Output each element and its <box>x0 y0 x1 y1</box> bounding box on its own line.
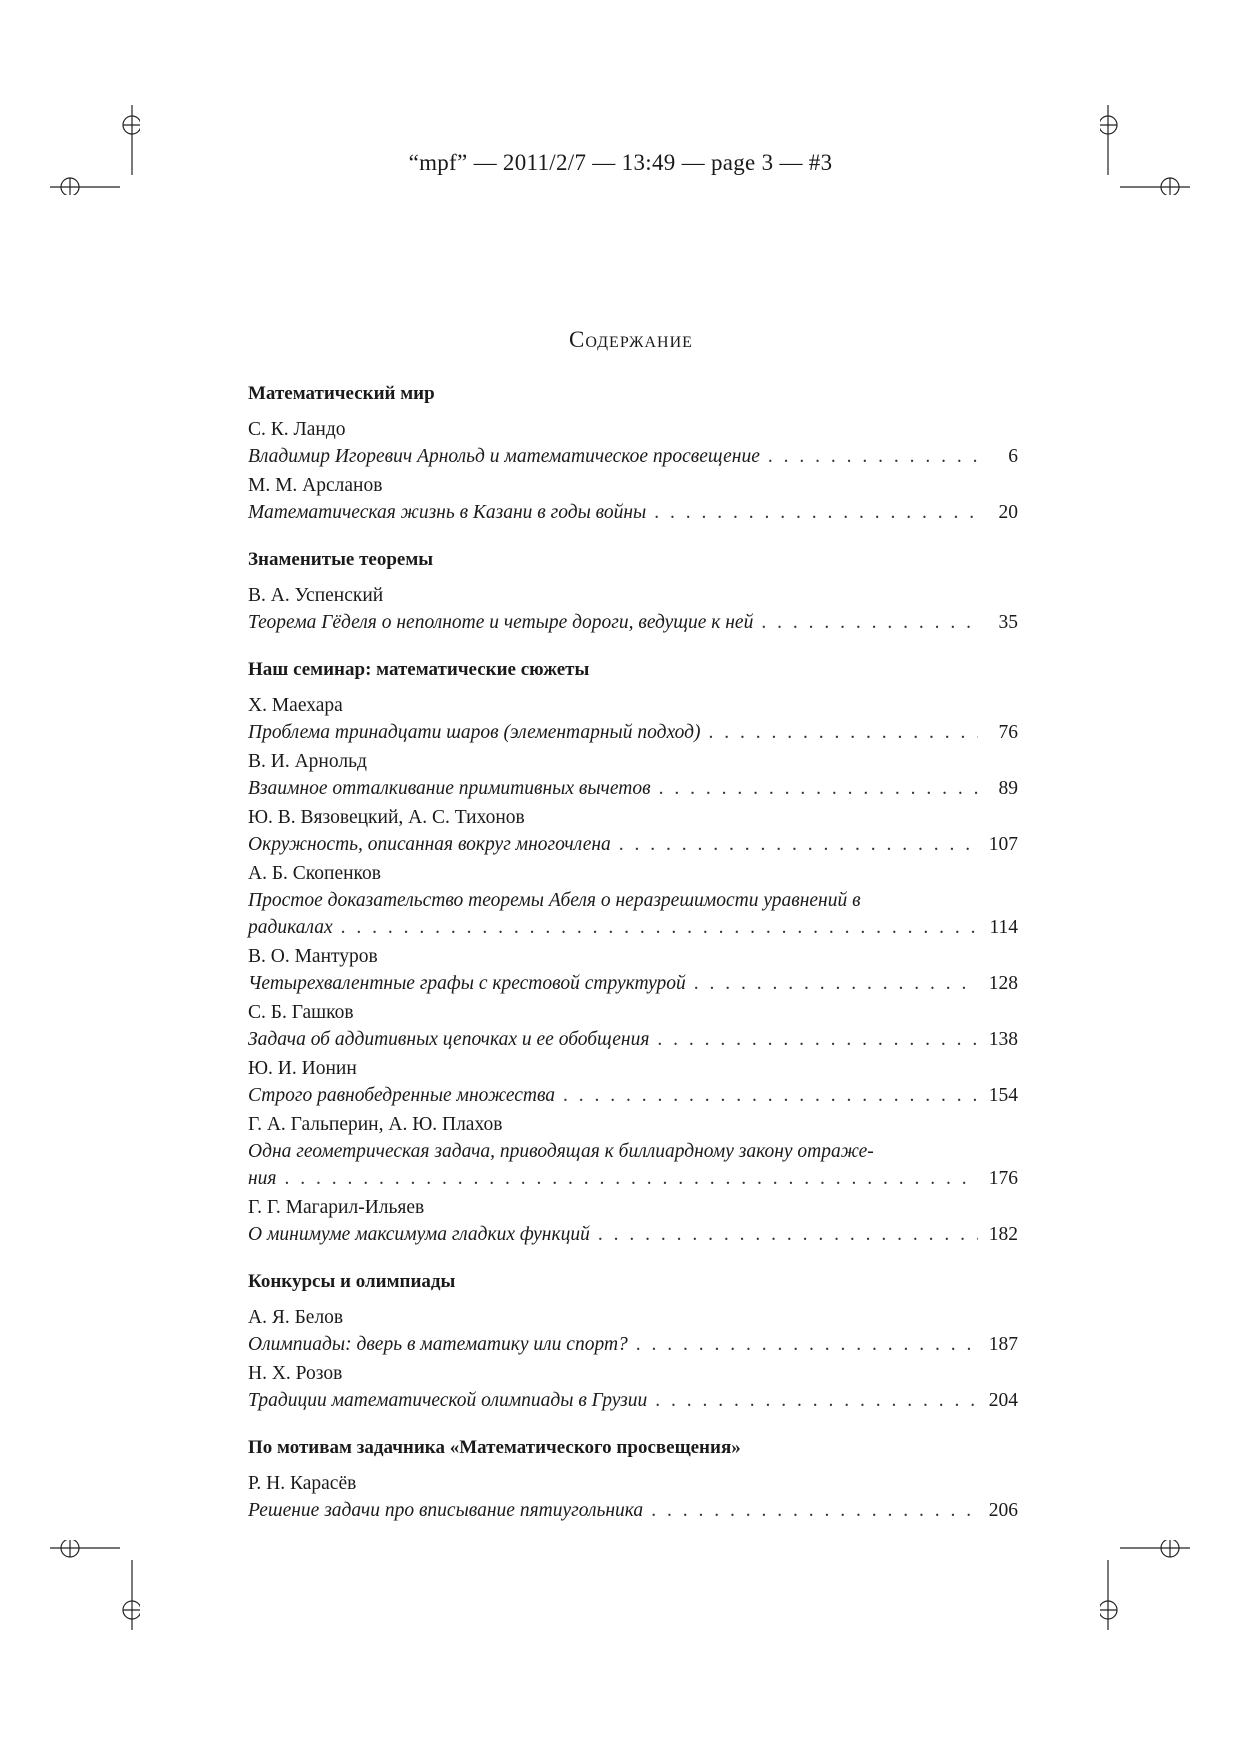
toc-section <box>248 1269 1018 1414</box>
dot-leader <box>649 1026 978 1053</box>
entry-title: Традиции математической олимпиады в Грузии <box>248 1390 648 1411</box>
entry-title-line <box>248 1026 1018 1053</box>
entry-title: Взаимное отталкивание примитивных вычетов <box>248 778 651 799</box>
toc-entry[interactable] <box>248 943 1018 997</box>
entry-title-line <box>248 1165 1018 1192</box>
entry-title: О минимуме максимума гладких функций <box>248 1224 590 1245</box>
dot-leader <box>651 775 978 802</box>
toc-entry[interactable] <box>248 1470 1018 1524</box>
dot-leader <box>333 914 978 941</box>
entry-title-line <box>248 775 1018 802</box>
entry-page-number: 76 <box>998 722 1018 743</box>
dot-leader <box>590 1221 978 1248</box>
entry-title-line <box>248 914 1018 941</box>
entry-title-line <box>248 1331 1018 1358</box>
dot-leader <box>753 609 978 636</box>
toc-entry[interactable] <box>248 748 1018 802</box>
toc-entry[interactable] <box>248 804 1018 858</box>
toc-entry[interactable] <box>248 416 1018 470</box>
entry-title: радикалах <box>248 917 333 938</box>
entry-author: Ю. И. Ионин <box>248 1058 357 1079</box>
entry-author: В. И. Арнольд <box>248 751 367 772</box>
entry-page-number: 176 <box>988 1168 1018 1189</box>
entry-title-line <box>248 1082 1018 1109</box>
toc-entry[interactable] <box>248 1360 1018 1414</box>
entry-author: Х. Маехара <box>248 695 343 716</box>
entry-title: Четырехвалентные графы с крестовой структурой <box>248 973 686 994</box>
dot-leader <box>646 499 978 526</box>
dot-leader <box>611 831 978 858</box>
entry-title-line <box>248 1221 1018 1248</box>
section-title: Наш семинар: математические сюжеты <box>248 659 590 680</box>
section-title: Математический мир <box>248 383 435 404</box>
entry-author: Г. А. Гальперин, А. Ю. Плахов <box>248 1114 503 1135</box>
entry-page-number: 35 <box>998 612 1018 633</box>
entry-page-number: 182 <box>988 1224 1018 1245</box>
dot-leader <box>277 1165 979 1192</box>
entry-author: М. М. Арсланов <box>248 475 383 496</box>
dot-leader <box>628 1331 978 1358</box>
entry-page-number: 107 <box>988 834 1018 855</box>
entry-title-line <box>248 970 1018 997</box>
toc-section <box>248 547 1018 636</box>
toc-entry[interactable] <box>248 1111 1018 1192</box>
entry-title: Владимир Игоревич Арнольд и математическое просвещение <box>248 446 760 467</box>
entry-title-line <box>248 831 1018 858</box>
toc-entry[interactable] <box>248 1055 1018 1109</box>
dot-leader <box>760 443 978 470</box>
entry-title-line <box>248 443 1018 470</box>
toc-entry[interactable] <box>248 999 1018 1053</box>
entry-author: В. О. Мантуров <box>248 946 378 967</box>
entry-author: Р. Н. Карасёв <box>248 1473 357 1494</box>
entry-title: Строго равнобедренные множества <box>248 1085 556 1106</box>
entry-page-number: 187 <box>988 1334 1018 1355</box>
section-title: Знаменитые теоремы <box>248 549 434 570</box>
entry-title: Олимпиады: дверь в математику или спорт? <box>248 1334 628 1355</box>
dot-leader <box>643 1497 978 1524</box>
entry-author: С. Б. Гашков <box>248 1002 354 1023</box>
toc-entry[interactable] <box>248 860 1018 941</box>
toc-entry[interactable] <box>248 692 1018 746</box>
entry-title-line <box>248 1497 1018 1524</box>
entry-title: Математическая жизнь в Казани в годы войны <box>248 502 647 523</box>
entry-page-number: 154 <box>988 1085 1018 1106</box>
entry-title-first-line: Простое доказательство теоремы Абеля о неразрешимости уравнений в <box>248 890 861 911</box>
entry-title-line <box>248 609 1018 636</box>
toc-title: Содержание <box>569 327 693 352</box>
entry-page-number: 128 <box>988 973 1018 994</box>
dot-leader <box>701 719 979 746</box>
entry-title-first-line: Одна геометрическая задача, приводящая к биллиардному закону отраже- <box>248 1141 874 1162</box>
entry-page-number: 89 <box>998 778 1018 799</box>
entry-title-line <box>248 499 1018 526</box>
entry-page-number: 138 <box>988 1029 1018 1050</box>
crop-mark-bottom-right <box>1100 1540 1190 1630</box>
dot-leader <box>647 1387 978 1414</box>
toc-section <box>248 381 1018 526</box>
crop-mark-bottom-left <box>50 1540 140 1630</box>
entry-title-line <box>248 1387 1018 1414</box>
entry-title: Окружность, описанная вокруг многочлена <box>248 834 611 855</box>
entry-page-number: 6 <box>1008 446 1018 467</box>
dot-leader <box>555 1082 978 1109</box>
entry-author: Н. Х. Розов <box>248 1363 343 1384</box>
entry-title-line <box>248 719 1018 746</box>
entry-page-number: 20 <box>998 502 1018 523</box>
entry-title: Проблема тринадцати шаров (элементарный подход) <box>248 722 701 743</box>
entry-page-number: 206 <box>988 1500 1018 1521</box>
toc-entry[interactable] <box>248 472 1018 526</box>
entry-author: Г. Г. Магарил-Ильяев <box>248 1197 425 1218</box>
entry-author: Ю. В. Вязовецкий, А. С. Тихонов <box>248 807 525 828</box>
entry-author: А. Я. Белов <box>248 1307 344 1328</box>
section-title: Конкурсы и олимпиады <box>248 1271 456 1292</box>
entry-page-number: 114 <box>989 917 1018 938</box>
table-of-contents <box>248 381 1018 1545</box>
entry-title: Решение задачи про вписывание пятиугольника <box>248 1500 644 1521</box>
toc-entry[interactable] <box>248 1194 1018 1248</box>
entry-title: Задача об аддитивных цепочках и ее обобщения <box>248 1029 650 1050</box>
toc-entry[interactable] <box>248 582 1018 636</box>
toc-section <box>248 1435 1018 1524</box>
entry-title: ния <box>248 1168 277 1189</box>
section-title: По мотивам задачника «Математического просвещения» <box>248 1437 741 1458</box>
entry-title: Теорема Гёделя о неполноте и четыре дороги, ведущие к ней <box>248 612 754 633</box>
running-head: “mpf” — 2011/2/7 — 13:49 — page 3 — #3 <box>408 150 833 175</box>
entry-page-number: 204 <box>988 1390 1018 1411</box>
entry-author: С. К. Ландо <box>248 419 346 440</box>
dot-leader <box>686 970 978 997</box>
entry-author: А. Б. Скопенков <box>248 863 381 884</box>
toc-section <box>248 657 1018 1248</box>
toc-entry[interactable] <box>248 1304 1018 1358</box>
entry-author: В. А. Успенский <box>248 585 384 606</box>
